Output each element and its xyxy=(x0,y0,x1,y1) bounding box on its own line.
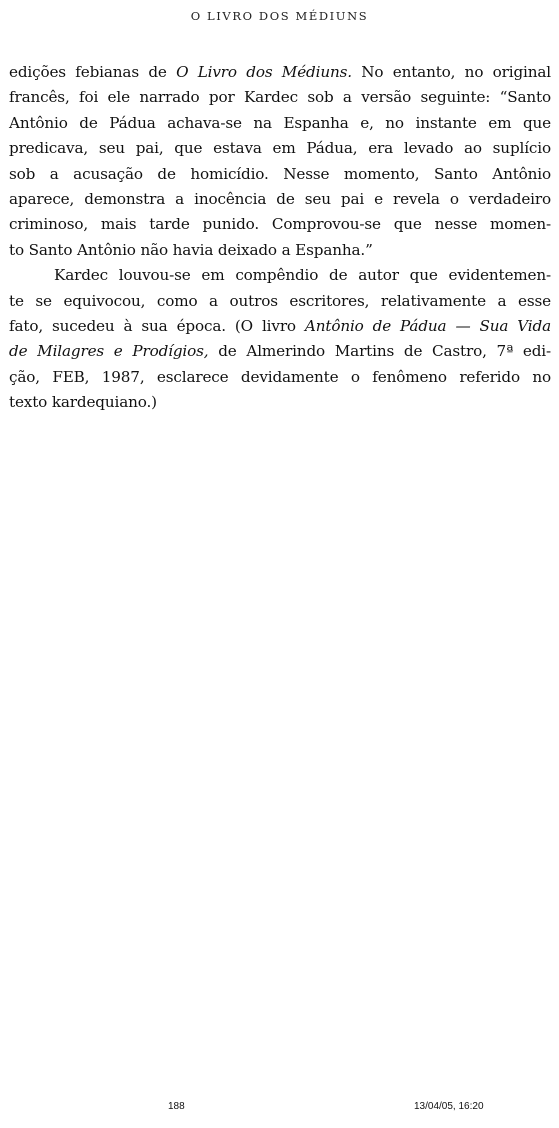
text-line: predicava, seu pai, que estava em Pádua, era levado ao suplício xyxy=(9,139,551,158)
text-line xyxy=(9,60,551,85)
text-span: edições febianas de xyxy=(9,63,177,81)
book-title-italic: Antônio de Pádua — Sua Vida xyxy=(304,316,551,335)
running-head: O LIVRO DOS MÉDIUNS xyxy=(190,9,369,23)
text-span: fato, sucedeu à sua época. (O livro xyxy=(9,316,305,335)
text-line: Antônio de Pádua achava-se na Espanha e, no instante em que xyxy=(9,113,551,132)
text-line: ção, FEB, 1987, esclarece devidamente o fenômeno referido no xyxy=(9,367,551,386)
body-text xyxy=(9,60,551,415)
text-line: criminoso, mais tarde punido. Comprovou-se que nesse momen- xyxy=(9,215,551,234)
text-span: No entanto, no original xyxy=(351,63,551,81)
text-line: francês, foi ele narrado por Kardec sob a versão seguinte: “Santo xyxy=(9,88,551,107)
print-timestamp: 13/04/05, 16:20 xyxy=(414,1101,484,1112)
text-line: to Santo Antônio não havia deixado a Espanha.” xyxy=(9,240,373,259)
book-title-italic: de Milagres e Prodígios, xyxy=(9,342,209,361)
text-line: te se equivocou, como a outros escritores, relativamente a esse xyxy=(9,291,551,310)
page-number: 188 xyxy=(168,1101,185,1112)
text-line: aparece, demonstra a inocência de seu pai e revela o verdadeiro xyxy=(9,189,551,208)
text-line: sob a acusação de homicídio. Nesse momento, Santo Antônio xyxy=(9,164,551,183)
paragraph-start-line: Kardec louvou-se em compêndio de autor que evidentemen- xyxy=(54,266,551,285)
text-line: texto kardequiano.) xyxy=(9,393,157,412)
text-span: de Almerindo Martins de Castro, 7ª edi- xyxy=(208,342,551,361)
text-line xyxy=(9,314,551,339)
book-title-italic: O Livro dos Médiuns. xyxy=(176,63,352,81)
text-line xyxy=(9,339,551,364)
